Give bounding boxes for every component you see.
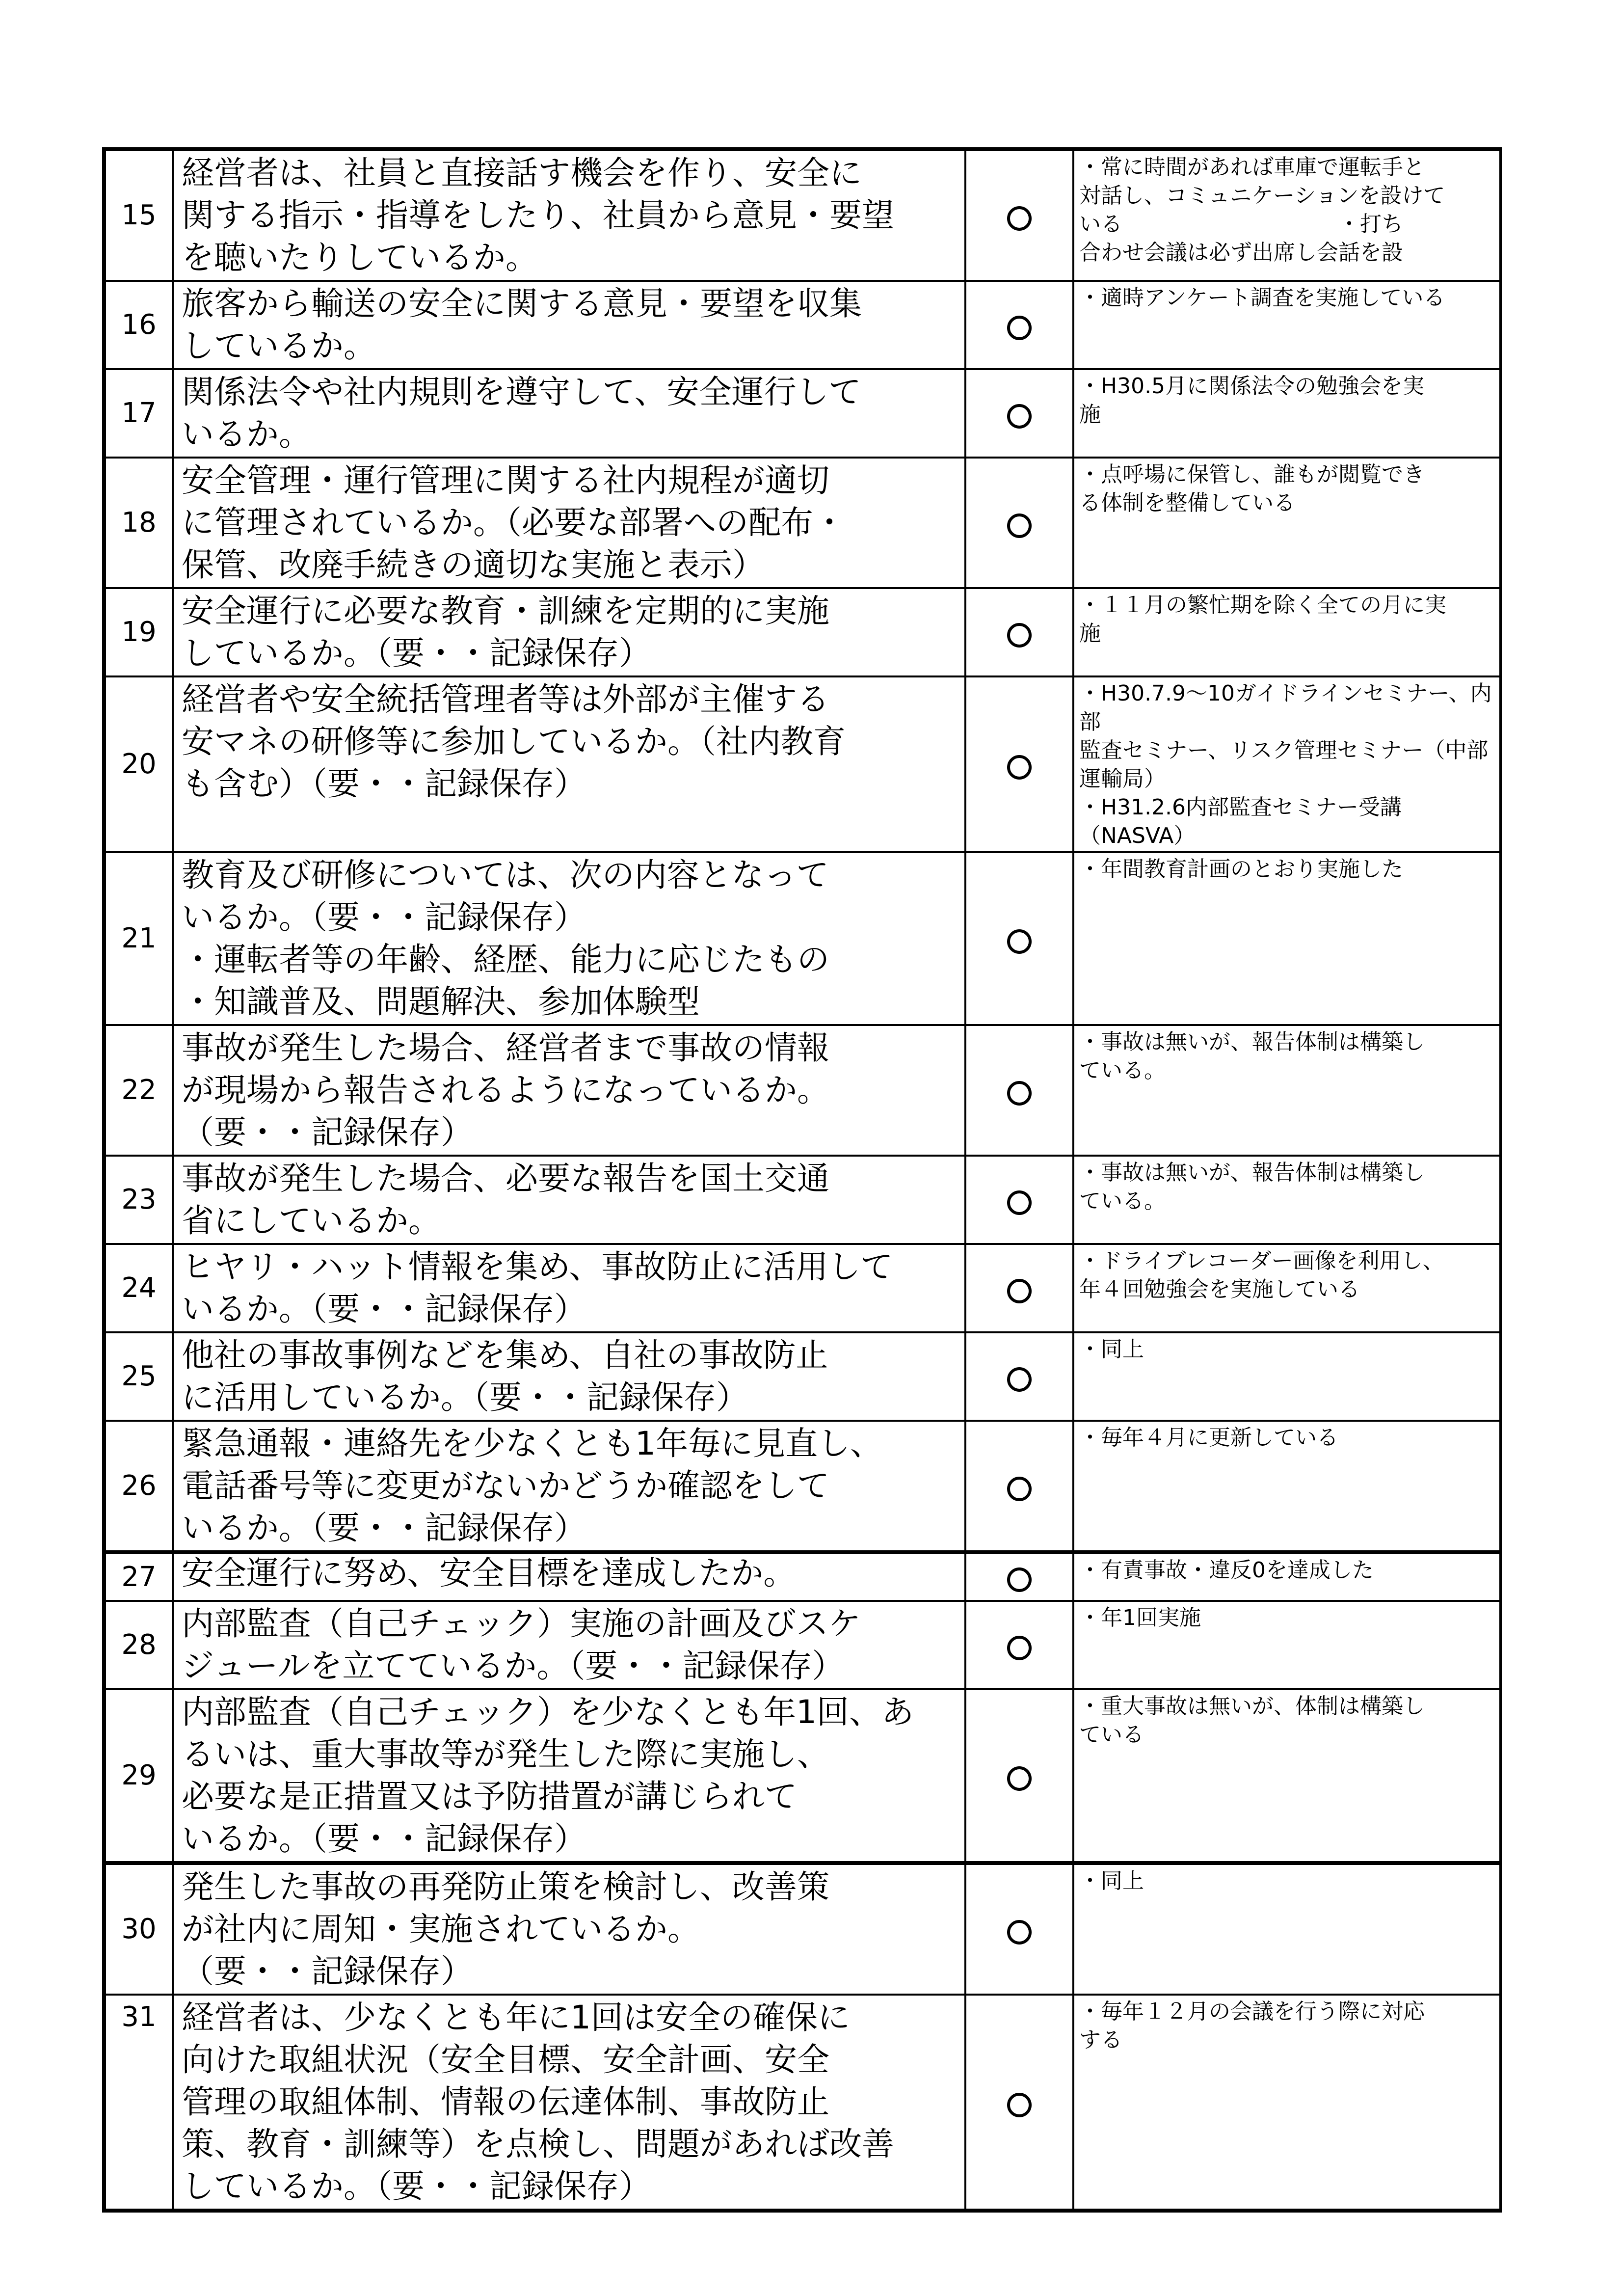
table-row [104, 458, 1500, 588]
circle-icon [1007, 1636, 1032, 1660]
check-question: 旅客から輸送の安全に関する意見・要望を収集 しているか。 [173, 281, 965, 369]
remarks-note: ・１１月の繁忙期を除く全ての月に実 施 [1073, 588, 1500, 676]
evaluation-mark [965, 1863, 1073, 1995]
table-row [104, 1689, 1500, 1863]
table-row [104, 1863, 1500, 1995]
remarks-note: ・点呼場に保管し、誰もが閲覧でき る体制を整備している [1073, 458, 1500, 588]
item-number: 23 [104, 1156, 173, 1244]
item-number: 26 [104, 1421, 173, 1552]
evaluation-mark [965, 149, 1073, 281]
table-row [104, 369, 1500, 458]
circle-icon [1007, 1367, 1032, 1392]
remarks-note: ・適時アンケート調査を実施している [1073, 281, 1500, 369]
check-question: 経営者は、社員と直接話す機会を作り、安全に 関する指示・指導をしたり、社員から意見・要望 を聴いたりしているか。 [173, 149, 965, 281]
remarks-note: ・有責事故・違反0を達成した [1073, 1552, 1500, 1601]
check-question: 経営者は、少なくとも年に1回は安全の確保に 向けた取組状況（安全目標、安全計画、安全 管理の取組体制、情報の伝達体制、事故防止 策、教育・訓練等）を点検し、問題があれば改善 しているか。（要・・記録保存） [173, 1995, 965, 2211]
check-question: 内部監査（自己チェック）実施の計画及びスケ ジュールを立てているか。（要・・記録保存） [173, 1601, 965, 1689]
evaluation-mark [965, 1025, 1073, 1156]
check-question: 内部監査（自己チェック）を少なくとも年1回、あ るいは、重大事故等が発生した際に実施し、 必要な是正措置又は予防措置が講じられて いるか。（要・・記録保存） [173, 1689, 965, 1863]
check-question: 事故が発生した場合、必要な報告を国土交通 省にしているか。 [173, 1156, 965, 1244]
table-row [104, 281, 1500, 369]
evaluation-mark [965, 1244, 1073, 1332]
circle-icon [1007, 1477, 1032, 1501]
circle-icon [1007, 1920, 1032, 1945]
evaluation-mark [965, 1156, 1073, 1244]
item-number: 17 [104, 369, 173, 458]
item-number: 31 [104, 1995, 173, 2211]
table-row [104, 1601, 1500, 1689]
table-row [104, 1332, 1500, 1421]
evaluation-mark [965, 1421, 1073, 1552]
check-question: 緊急通報・連絡先を少なくとも1年毎に見直し、 電話番号等に変更がないかどうか確認をして いるか。（要・・記録保存） [173, 1421, 965, 1552]
circle-icon [1007, 1190, 1032, 1215]
evaluation-mark [965, 281, 1073, 369]
item-number: 30 [104, 1863, 173, 1995]
circle-icon [1007, 404, 1032, 429]
table-row [104, 1421, 1500, 1552]
evaluation-mark [965, 369, 1073, 458]
evaluation-mark [965, 1601, 1073, 1689]
remarks-note: ・事故は無いが、報告体制は構築し ている。 [1073, 1025, 1500, 1156]
evaluation-mark [965, 588, 1073, 676]
evaluation-mark [965, 1332, 1073, 1421]
circle-icon [1007, 623, 1032, 648]
remarks-note: ・H30.5月に関係法令の勉強会を実 施 [1073, 369, 1500, 458]
remarks-note: ・毎年４月に更新している [1073, 1421, 1500, 1552]
remarks-note: ・常に時間があれば車庫で運転手と 対話し、コミュニケーションを設けて いる ・打ち 合わせ会議は必ず出席し会話を設 [1073, 149, 1500, 281]
table-row [104, 852, 1500, 1025]
remarks-note: ・同上 [1073, 1332, 1500, 1421]
table-row [104, 588, 1500, 676]
circle-icon [1007, 929, 1032, 954]
remarks-note: ・重大事故は無いが、体制は構築し ている [1073, 1689, 1500, 1863]
item-number: 18 [104, 458, 173, 588]
item-number: 27 [104, 1552, 173, 1601]
item-number: 25 [104, 1332, 173, 1421]
item-number: 29 [104, 1689, 173, 1863]
circle-icon [1007, 513, 1032, 538]
check-question: 教育及び研修については、次の内容となって いるか。（要・・記録保存） ・運転者等の年齢、経歴、能力に応じたもの ・知識普及、問題解決、参加体験型 [173, 852, 965, 1025]
remarks-note: ・事故は無いが、報告体制は構築し ている。 [1073, 1156, 1500, 1244]
circle-icon [1007, 1766, 1032, 1791]
circle-icon [1007, 755, 1032, 780]
evaluation-mark [965, 458, 1073, 588]
checklist-rows [104, 149, 1500, 2211]
remarks-note: ・年1回実施 [1073, 1601, 1500, 1689]
evaluation-mark [965, 852, 1073, 1025]
circle-icon [1007, 1081, 1032, 1106]
circle-icon [1007, 1567, 1032, 1592]
check-question: 経営者や安全統括管理者等は外部が主催する 安マネの研修等に参加しているか。（社内教育 も含む）（要・・記録保存） [173, 676, 965, 852]
item-number: 28 [104, 1601, 173, 1689]
check-question: 安全運行に努め、安全目標を達成したか。 [173, 1552, 965, 1601]
table-row [104, 1025, 1500, 1156]
table-row [104, 1244, 1500, 1332]
table-row [104, 1995, 1500, 2211]
item-number: 22 [104, 1025, 173, 1156]
item-number: 20 [104, 676, 173, 852]
check-question: 関係法令や社内規則を遵守して、安全運行して いるか。 [173, 369, 965, 458]
item-number: 21 [104, 852, 173, 1025]
table-row [104, 1552, 1500, 1601]
check-question: 他社の事故事例などを集め、自社の事故防止 に活用しているか。（要・・記録保存） [173, 1332, 965, 1421]
table-row [104, 149, 1500, 281]
evaluation-mark [965, 676, 1073, 852]
remarks-note: ・H30.7.9～10ガイドラインセミナー、内部 監査セミナー、リスク管理セミナー（中部 運輸局） ・H31.2.6内部監査セミナー受講 （NASVA） [1073, 676, 1500, 852]
remarks-note: ・年間教育計画のとおり実施した [1073, 852, 1500, 1025]
check-question: 事故が発生した場合、経営者まで事故の情報 が現場から報告されるようになっているか。 （要・・記録保存） [173, 1025, 965, 1156]
evaluation-mark [965, 1995, 1073, 2211]
circle-icon [1007, 2093, 1032, 2117]
check-question: 発生した事故の再発防止策を検討し、改善策 が社内に周知・実施されているか。 （要・・記録保存） [173, 1863, 965, 1995]
item-number: 16 [104, 281, 173, 369]
circle-icon [1007, 316, 1032, 340]
table-row [104, 676, 1500, 852]
remarks-note: ・同上 [1073, 1863, 1500, 1995]
evaluation-mark [965, 1689, 1073, 1863]
table-row [104, 1156, 1500, 1244]
check-question: ヒヤリ・ハット情報を集め、事故防止に活用して いるか。（要・・記録保存） [173, 1244, 965, 1332]
item-number: 24 [104, 1244, 173, 1332]
evaluation-mark [965, 1552, 1073, 1601]
circle-icon [1007, 1279, 1032, 1303]
remarks-note: ・ドライブレコーダー画像を利用し、 年４回勉強会を実施している [1073, 1244, 1500, 1332]
remarks-note: ・毎年１２月の会議を行う際に対応 する [1073, 1995, 1500, 2211]
item-number: 15 [104, 149, 173, 281]
circle-icon [1007, 206, 1032, 231]
check-question: 安全運行に必要な教育・訓練を定期的に実施 しているか。（要・・記録保存） [173, 588, 965, 676]
checklist-table [102, 147, 1502, 2213]
check-question: 安全管理・運行管理に関する社内規程が適切 に管理されているか。（必要な部署への配布・ 保管、改廃手続きの適切な実施と表示） [173, 458, 965, 588]
item-number: 19 [104, 588, 173, 676]
